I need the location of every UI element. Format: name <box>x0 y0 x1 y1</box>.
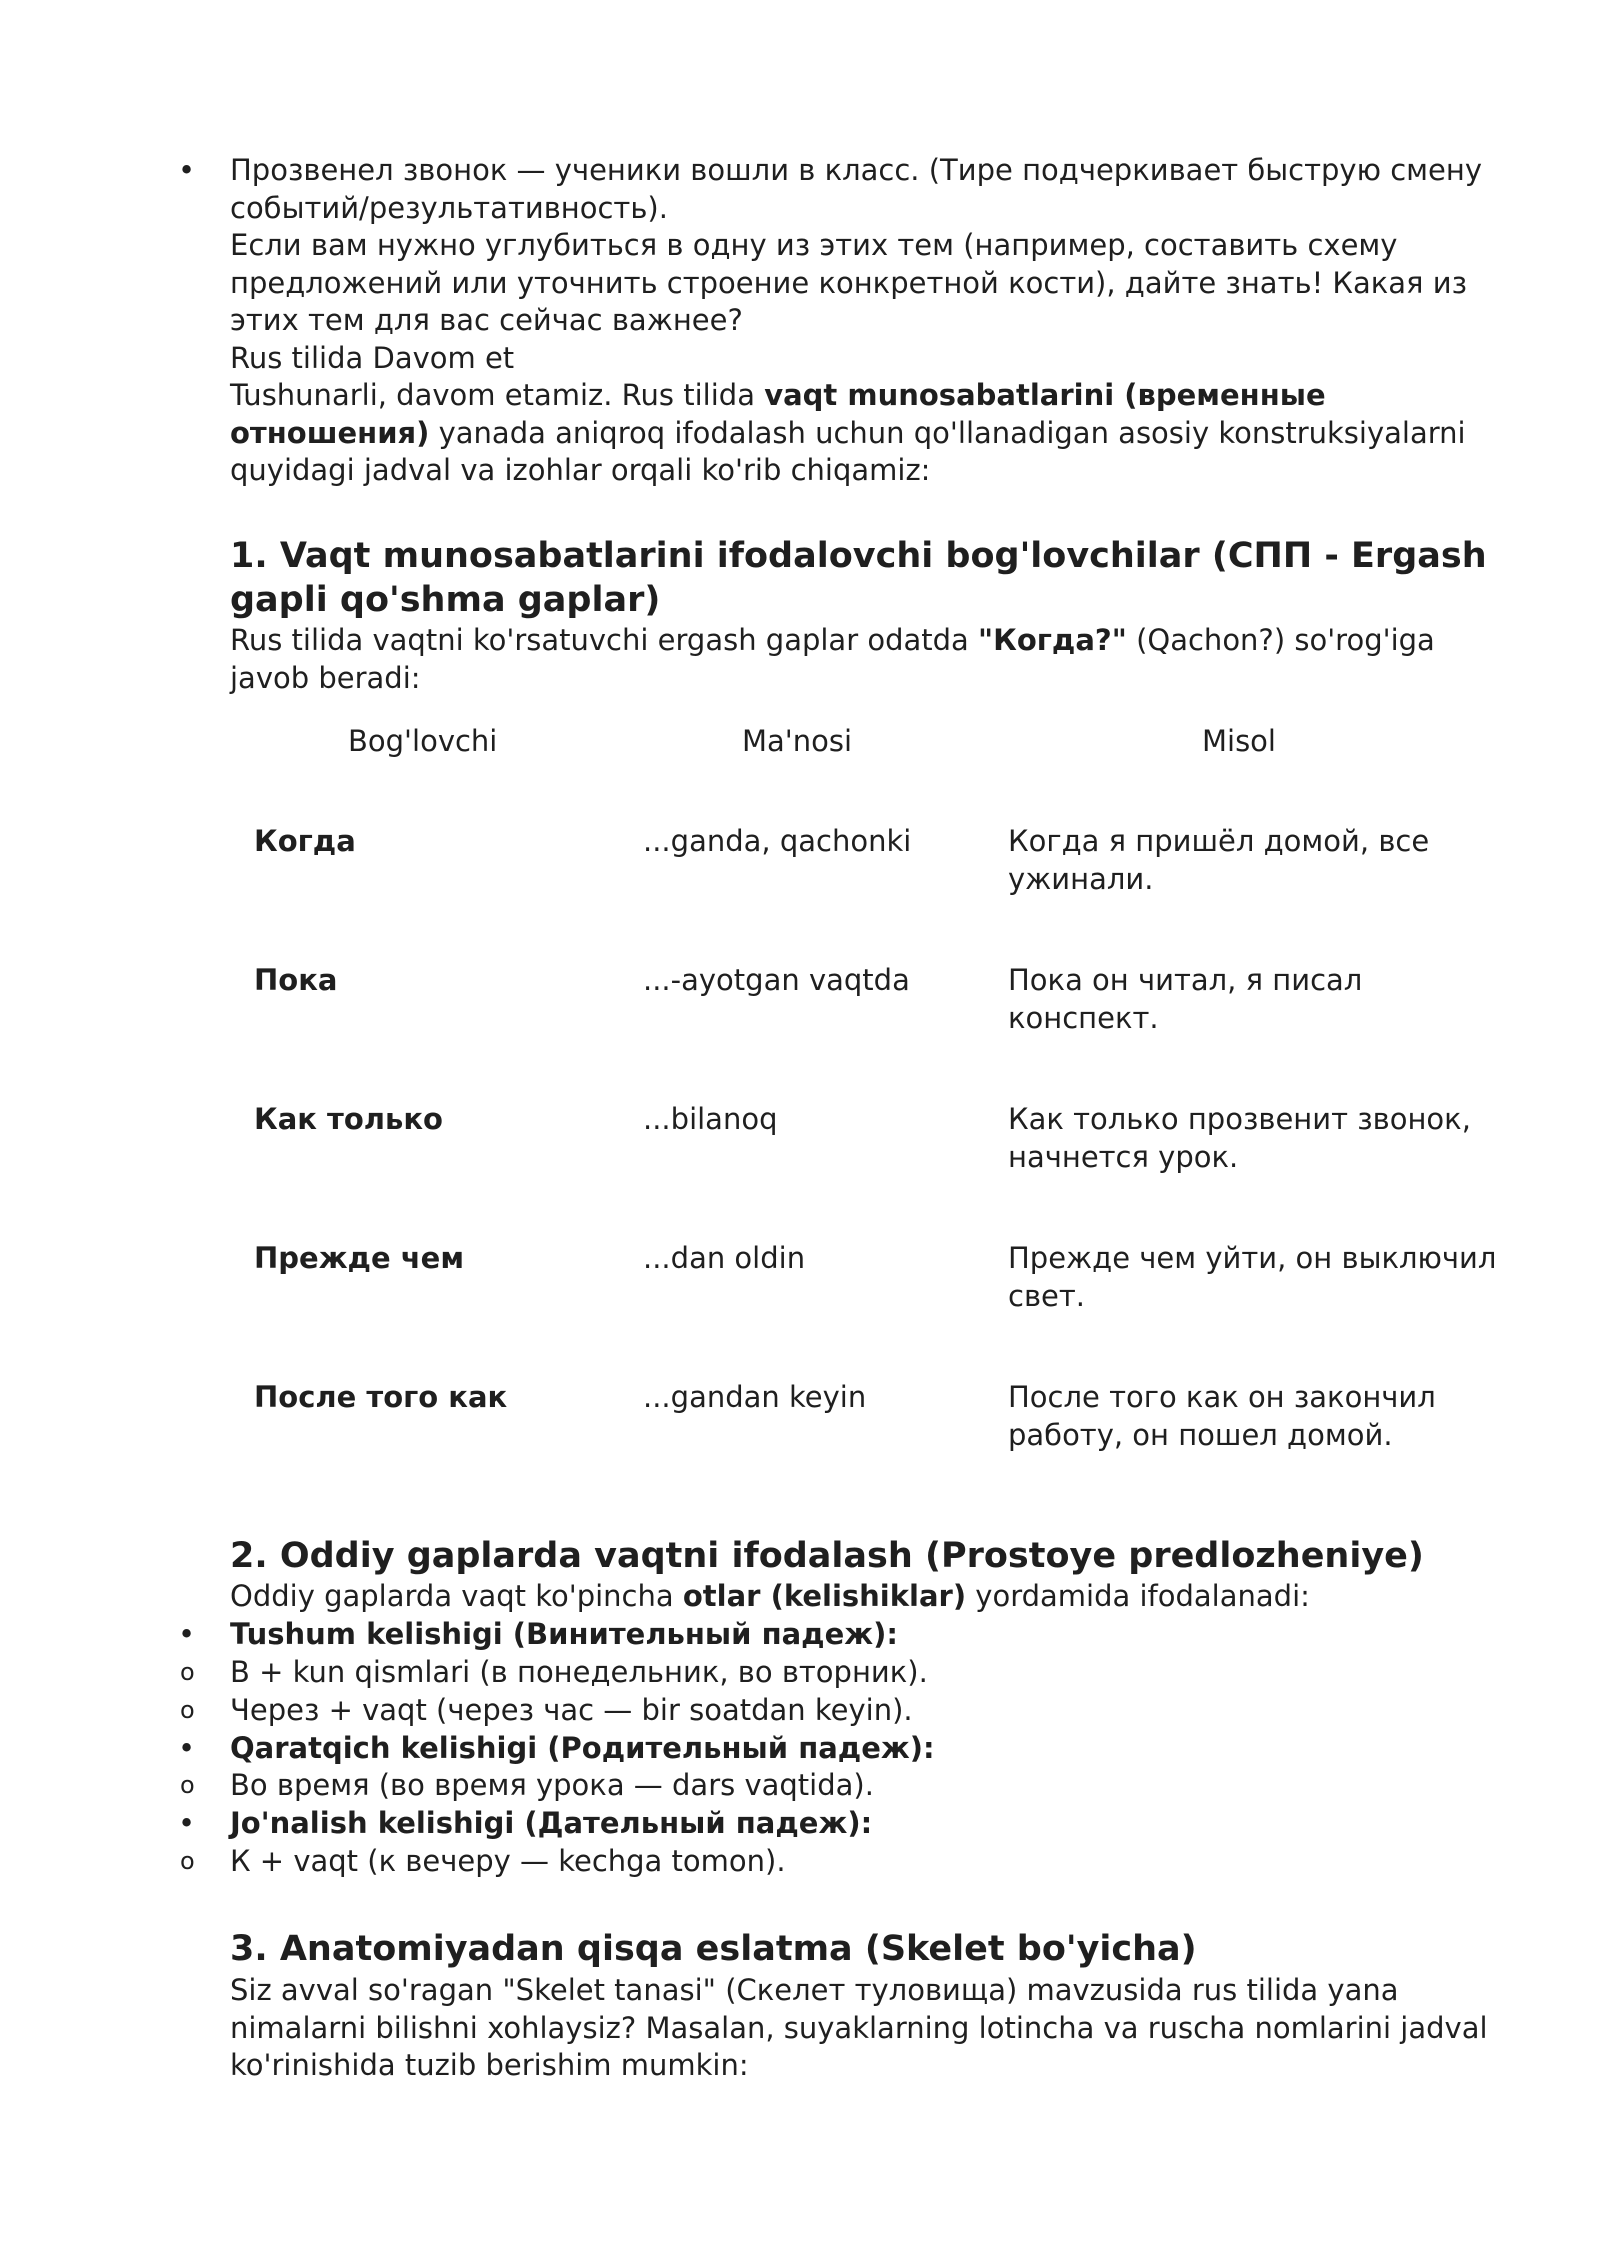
table-cell-conjunction: Как только <box>254 1102 443 1136</box>
list-item: В + kun qismlari (в понедельник, во вторник). <box>230 1655 928 1689</box>
table-cell-example: Когда я пришёл домой, все ужинали. <box>1008 824 1430 896</box>
table-cell-conjunction: Прежде чем <box>254 1241 465 1275</box>
section2-text-bold: otlar (kelishiklar) <box>682 1579 967 1613</box>
section2-text-end: yordamida ifodalanadi: <box>966 1579 1310 1613</box>
section2-text-start: Oddiy gaplarda vaqt ko'pincha <box>230 1579 683 1613</box>
intro-lead-bold: vaqt munosabatlarini (временные отношения) <box>230 378 1326 450</box>
table-cell-example: Пока он читал, я писал конспект. <box>1008 963 1363 1035</box>
table-cell-example: Как только прозвенит звонок, начнется урок. <box>1008 1102 1471 1174</box>
list-item-bold: Qaratqich kelishigi (Родительный падеж): <box>230 1731 935 1765</box>
section2-heading: 2. Oddiy gaplarda vaqtni ifodalash (Prostoye predlozheniye) <box>230 1536 1424 1576</box>
table-header-conjunction: Bog'lovchi <box>348 724 498 758</box>
list-item: Через + vaqt (через час — bir soatdan keyin). <box>230 1693 913 1727</box>
table-cell-example: Прежде чем уйти, он выключил свет. <box>1008 1241 1497 1313</box>
table-cell-meaning: ...bilanoq <box>643 1102 778 1136</box>
section3-paragraph: Siz avval so'ragan "Skelet tanasi" (Скелет туловища) mavzusida rus tilida yana nimalarni bilishni xohlaysiz? Masalan, suyaklarning lotincha va ruscha nomlarini jadval ko'rinishida tuzib berishim mumkin: <box>230 1973 1488 2082</box>
list-item-bold: Tushum kelishigi (Винительный падеж): <box>230 1617 898 1651</box>
list-marker: o <box>180 1658 195 1686</box>
table-cell-conjunction: Когда <box>254 824 356 858</box>
section1-text-end: (Qachon?) so'rog'iga javob beradi: <box>230 623 1435 695</box>
intro-lead-start: Tushunarli, davom etamiz. Rus tilida <box>230 378 765 412</box>
table-cell-meaning: ...ganda, qachonki <box>643 824 912 858</box>
intro-closing-text: Если вам нужно углубиться в одну из этих тем (например, составить схему предложений или уточнить строение конкретной кости), дайте знать! Какая из этих тем для вас сейчас важнее? <box>230 228 1467 337</box>
list-marker: • <box>178 1731 196 1765</box>
user-prompt-text: Rus tilida Davom et <box>230 341 515 375</box>
table-cell-conjunction: Пока <box>254 963 338 997</box>
list-marker: o <box>180 1771 195 1799</box>
table-cell-meaning: ...-ayotgan vaqtda <box>643 963 910 997</box>
intro-lead-end: yanada aniqroq ifodalash uchun qo'llanadigan asosiy konstruksiyalarni quyidagi jadval va izohlar orqali ko'rib chiqamiz: <box>230 415 1466 487</box>
table-cell-meaning: ...gandan keyin <box>643 1380 867 1414</box>
list-item: Во время (во время урока — dars vaqtida). <box>230 1768 874 1802</box>
table-cell-example: После того как он закончил работу, он пошел домой. <box>1008 1380 1436 1452</box>
table-header-example: Misol <box>1202 724 1276 758</box>
list-marker: o <box>180 1847 195 1875</box>
list-marker: • <box>178 1806 196 1840</box>
list-item: К + vaqt (к вечеру — kechga tomon). <box>230 1844 786 1878</box>
table-cell-conjunction: После того как <box>254 1380 508 1414</box>
section3-heading: 3. Anatomiyadan qisqa eslatma (Skelet bo'yicha) <box>230 1929 1197 1969</box>
intro-lead-paragraph <box>230 377 1530 490</box>
section1-text-start: Rus tilida vaqtni ko'rsatuvchi ergash gaplar odatda <box>230 623 979 657</box>
table-header-meaning: Ma'nosi <box>742 724 853 758</box>
table-cell-meaning: ...dan oldin <box>643 1241 806 1275</box>
section1-heading: 1. Vaqt munosabatlarini ifodalovchi bog'lovchilar (СПП - Ergash gapli qo'shma gaplar) <box>230 536 1487 620</box>
intro-bullet-text: Прозвенел звонок — ученики вошли в класс. (Тире подчеркивает быструю смену событий/результативность). <box>230 153 1482 225</box>
list-item-bold: Jo'nalish kelishigi (Дательный падеж): <box>230 1806 873 1840</box>
section1-intro-paragraph <box>230 622 1500 697</box>
bullet-marker: • <box>178 153 196 187</box>
list-marker: • <box>178 1617 196 1651</box>
section2-intro-paragraph <box>230 1578 1500 1616</box>
list-marker: o <box>180 1696 195 1724</box>
section1-text-bold: "Когда?" <box>978 623 1127 657</box>
